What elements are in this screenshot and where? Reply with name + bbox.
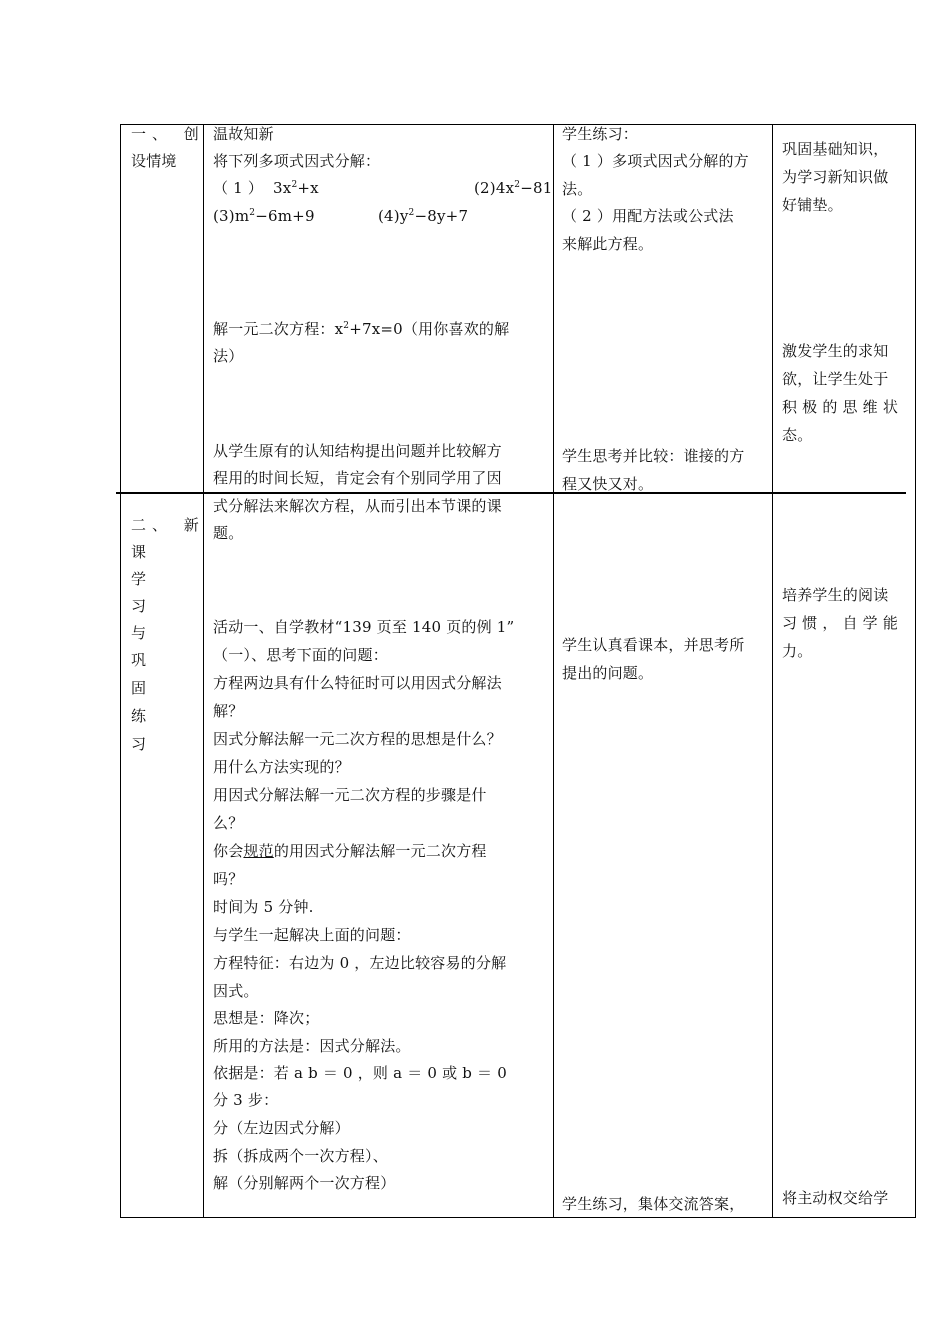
problem-2: $(2)4x^2-81$: [474, 179, 553, 197]
purpose-line2: 为学习新知识做: [782, 168, 889, 186]
table-border-right: [915, 124, 916, 1218]
activity-line1: 活动一、自学教材“139 页至 140 页的例 1”: [213, 618, 515, 636]
review-title: 温故知新: [213, 125, 274, 143]
student-line7: 程又快又对。: [562, 475, 654, 493]
column-divider-2-upper: [553, 124, 554, 494]
problem-4: $(4)y^2-8y+7$: [378, 207, 469, 225]
section2-label-char4: 与: [131, 624, 147, 642]
section2-label-char5: 巩: [131, 651, 147, 669]
compare-line4: 题。: [213, 524, 244, 542]
purpose-line3: 好铺垫。: [782, 196, 843, 214]
underlined-term: 规范: [243, 842, 274, 860]
problem-3: $(3)m^2-6m+9$: [213, 207, 315, 225]
student2-line1: 学生认真看课本，并思考所: [562, 636, 745, 654]
factor-instruction: 将下列多项式因式分解：: [213, 152, 381, 170]
purpose2-line3: 力。: [782, 642, 813, 660]
section2-label-char6: 固: [131, 679, 147, 697]
activity-line7: 用因式分解法解一元二次方程的步骤是什: [213, 786, 487, 804]
activity-line14: 因式。: [213, 982, 259, 1000]
activity-line21: 解（分别解两个一次方程）: [213, 1174, 396, 1192]
activity-line3: 方程两边具有什么特征时可以用因式分解法: [213, 674, 502, 692]
activity-line4: 解？: [213, 702, 244, 720]
activity-line8: 么？: [213, 814, 244, 832]
student-line2: （ 1 ）多项式因式分解的方: [562, 152, 749, 170]
table-border-bottom: [120, 1217, 916, 1218]
solve-equation-line2: 法）: [213, 347, 244, 365]
column-divider-3: [772, 124, 773, 1218]
purpose-line4: 激发学生的求知: [782, 342, 889, 360]
activity-line13: 方程特征：右边为 0 ，左边比较容易的分解: [213, 954, 507, 972]
section2-label-row1: 二、 新: [131, 516, 205, 534]
activity-line12: 与学生一起解决上面的问题：: [213, 926, 411, 944]
solve-equation-line1: 解一元二次方程：$x^2+7x=0$（用你喜欢的解: [213, 320, 510, 338]
activity-line15: 思想是：降次；: [213, 1009, 320, 1027]
activity-line11: 时间为 5 分钟.: [213, 898, 314, 916]
compare-line1: 从学生原有的认知结构提出问题并比较解方: [213, 442, 502, 460]
purpose2-line2: 习 惯 ， 自 学 能: [782, 614, 899, 632]
activity-line5: 因式分解法解一元二次方程的思想是什么？: [213, 730, 502, 748]
compare-line3: 式分解法来解次方程，从而引出本节课的课: [213, 497, 502, 515]
section2-label-char2: 学: [131, 570, 147, 588]
activity-line18: 分 3 步：: [213, 1091, 279, 1109]
purpose2-line4: 将主动权交给学: [782, 1189, 889, 1207]
purpose2-line1: 培养学生的阅读: [782, 586, 889, 604]
section2-label-char8: 习: [131, 735, 147, 753]
activity-line10: 吗？: [213, 870, 244, 888]
activity-line2: （一）、思考下面的问题：: [213, 646, 388, 664]
section2-label-char1: 课: [131, 543, 147, 561]
activity-line9: 你会规范的用因式分解法解一元二次方程: [213, 842, 487, 860]
student2-line3: 学生练习，集体交流答案，: [562, 1195, 745, 1213]
student-line1: 学生练习：: [562, 125, 639, 143]
section2-label-char7: 练: [131, 707, 147, 725]
student2-line2: 提出的问题。: [562, 664, 654, 682]
purpose-line6: 积 极 的 思 维 状: [782, 398, 899, 416]
column-divider-2-lower: [553, 494, 554, 1218]
purpose-line1: 巩固基础知识，: [782, 140, 889, 158]
activity-line17: 依据是：若 a b ＝ 0 ，则 a ＝ 0 或 b ＝ 0: [213, 1064, 507, 1082]
problem-1: （ 1 ） $3x^2+x$: [213, 179, 319, 197]
student-line6: 学生思考并比较：谁接的方: [562, 447, 745, 465]
activity-line20: 拆（拆成两个一次方程）、: [213, 1147, 388, 1165]
student-line5: 来解此方程。: [562, 235, 654, 253]
activity-line6: 用什么方法实现的？: [213, 758, 350, 776]
section1-label-line2: 设情境: [131, 152, 177, 170]
section2-label-char3: 习: [131, 597, 147, 615]
activity-line16: 所用的方法是：因式分解法。: [213, 1037, 411, 1055]
activity-line19: 分（左边因式分解）: [213, 1119, 350, 1137]
student-line3: 法。: [562, 180, 593, 198]
table-border-left: [120, 124, 121, 1218]
purpose-line7: 态。: [782, 426, 813, 444]
purpose-line5: 欲，让学生处于: [782, 370, 889, 388]
compare-line2: 程用的时间长短，肯定会有个别同学用了因: [213, 469, 502, 487]
column-divider-1: [203, 124, 204, 1218]
student-line4: （ 2 ）用配方法或公式法: [562, 207, 734, 225]
section1-label-line1: 一、 创: [131, 125, 205, 143]
